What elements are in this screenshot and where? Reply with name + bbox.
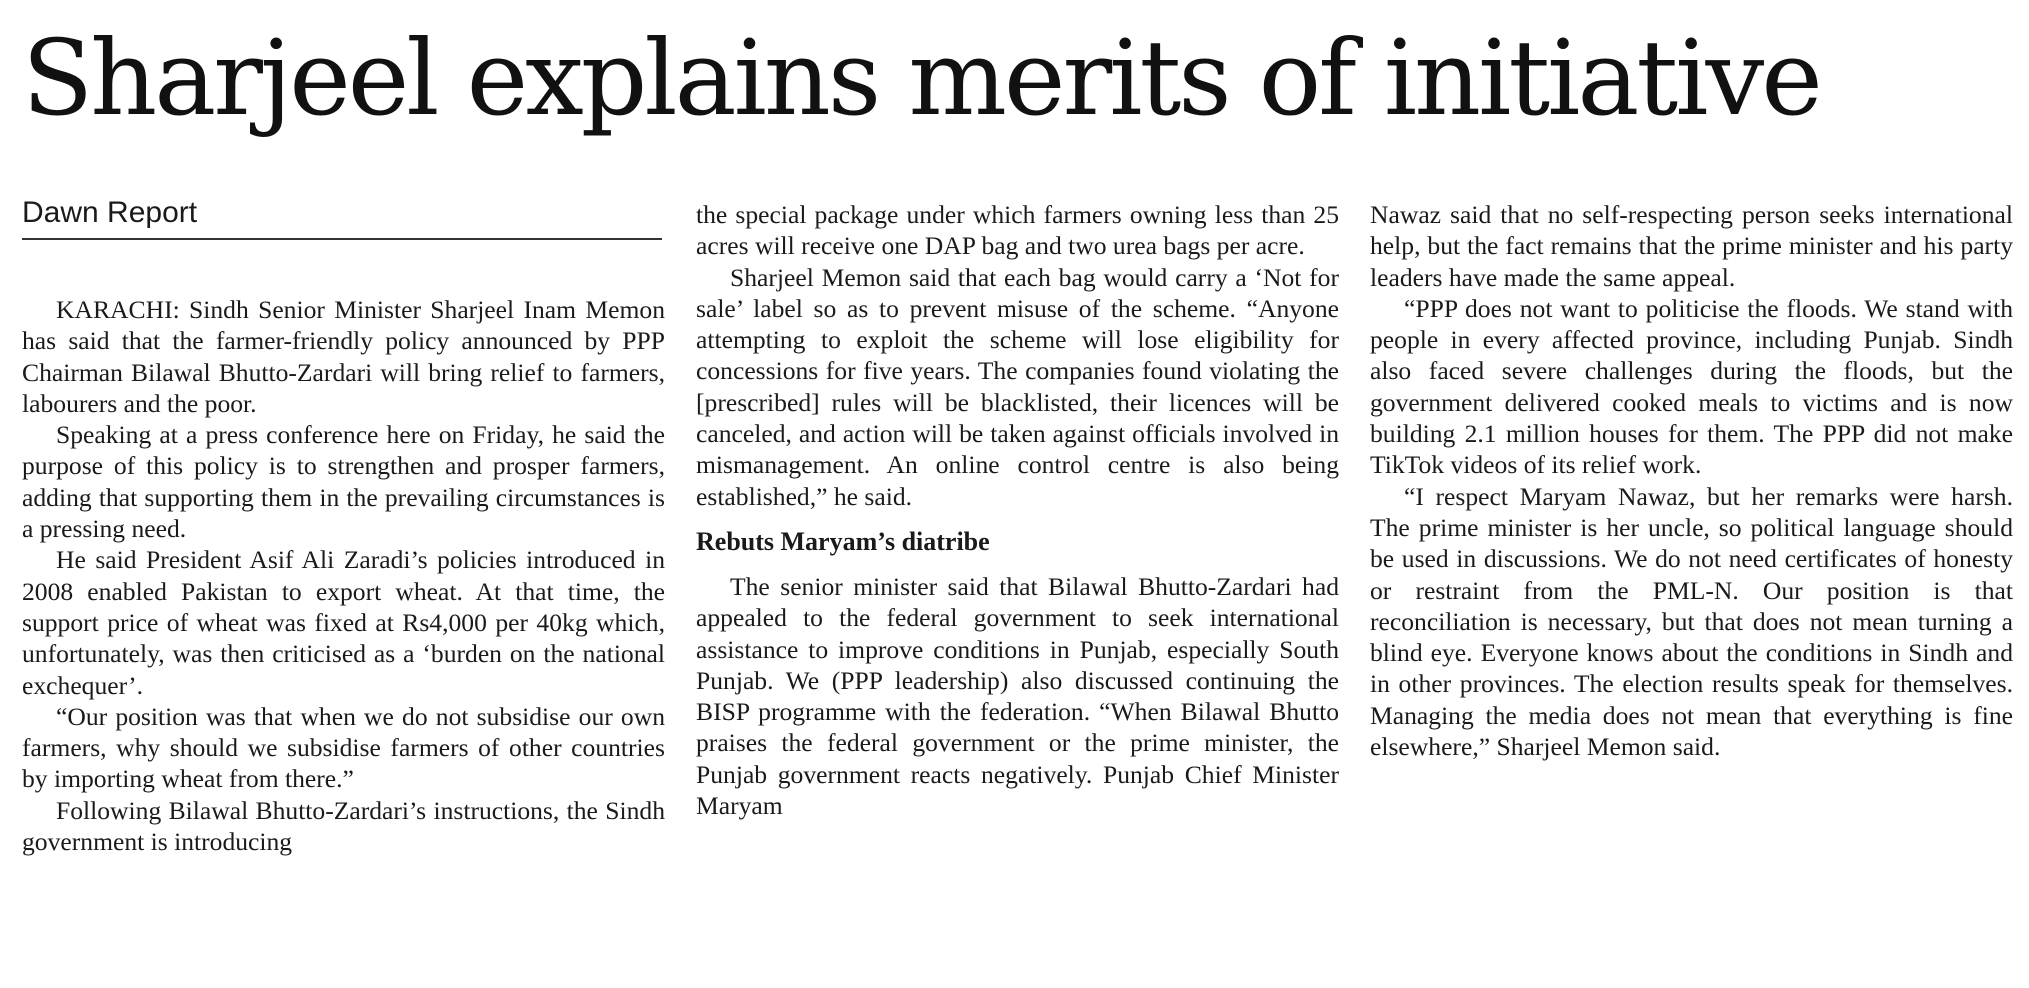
paragraph: “Our position was that when we do not subsidise our own farmers, why should we subsidise farmers of other countries by importing wheat from there.”	[22, 701, 665, 794]
paragraph: KARACHI: Sindh Senior Minister Sharjeel Inam Memon has said that the farmer-friendly policy announced by PPP Chairman Bilawal Bhutto-Zardari will bring relief to farmers, labourers and the poor.	[22, 295, 665, 418]
paragraph: Sharjeel Memon said that each bag would carry a ‘Not for sale’ label so as to prevent misuse of the scheme. “Anyone attempting to exploit the scheme will lose eligibility for concessions for five years. The companies found violating the [prescribed] rules will be blacklisted, their licences will be canceled, and action will be taken against officials involved in mismanagement. An online control centre is also being established,” he said.	[696, 262, 1339, 511]
column-1	[22, 294, 665, 857]
headline: Sharjeel explains merits of initiative	[22, 17, 1820, 139]
column-3	[1370, 199, 2013, 762]
paragraph: The senior minister said that Bilawal Bhutto-Zardari had appealed to the federal government to seek international assistance to improve conditions in Punjab, especially South Punjab. We (PPP leadership) also discussed continuing the BISP programme with the federation. “When Bilawal Bhutto praises the federal government or the prime minister, the Punjab government reacts negatively. Punjab Chief Minister Maryam	[696, 571, 1339, 821]
paragraph: Following Bilawal Bhutto-Zardari’s instructions, the Sindh government is introducing	[22, 795, 665, 857]
paragraph: “PPP does not want to politicise the floods. We stand with people in every affected province, including Punjab. Sindh also faced severe challenges during the floods, but the government delivered cooked meals to victims and is now building 2.1 million houses for them. The PPP did not make TikTok videos of its relief work.	[1370, 293, 2013, 480]
paragraph-continued: Nawaz said that no self-respecting person seeks international help, but the fact remains that the prime minister and his party leaders have made the same appeal.	[1370, 200, 2013, 292]
byline: Dawn Report	[22, 196, 198, 229]
byline-rule	[22, 238, 662, 240]
paragraph: “I respect Maryam Nawaz, but her remarks were harsh. The prime minister is her uncle, so political language should be used in discussions. We do not need certificates of honesty or restraint from the PML-N. Our position is that reconciliation is necessary, but that does not mean turning a blind eye. Everyone knows about the conditions in Sindh and in other provinces. The election results speak for themselves. Managing the media does not mean that everything is fine elsewhere,” Sharjeel Memon said.	[1370, 481, 2013, 762]
paragraph-continued: the special package under which farmers owning less than 25 acres will receive one DAP bag and two urea bags per acre.	[696, 200, 1339, 261]
paragraph: Speaking at a press conference here on Friday, he said the purpose of this policy is to strengthen and prosper farmers, adding that supporting them in the prevailing circumstances is a pressing need.	[22, 420, 665, 544]
subheading: Rebuts Maryam’s diatribe	[696, 526, 990, 556]
paragraph: He said President Asif Ali Zaradi’s policies introduced in 2008 enabled Pakistan to export wheat. At that time, the support price of wheat was fixed at Rs4,000 per 40kg which, unfortunately, was then criticised as a ‘burden on the national exchequer’.	[22, 545, 665, 700]
column-2	[696, 199, 1339, 821]
